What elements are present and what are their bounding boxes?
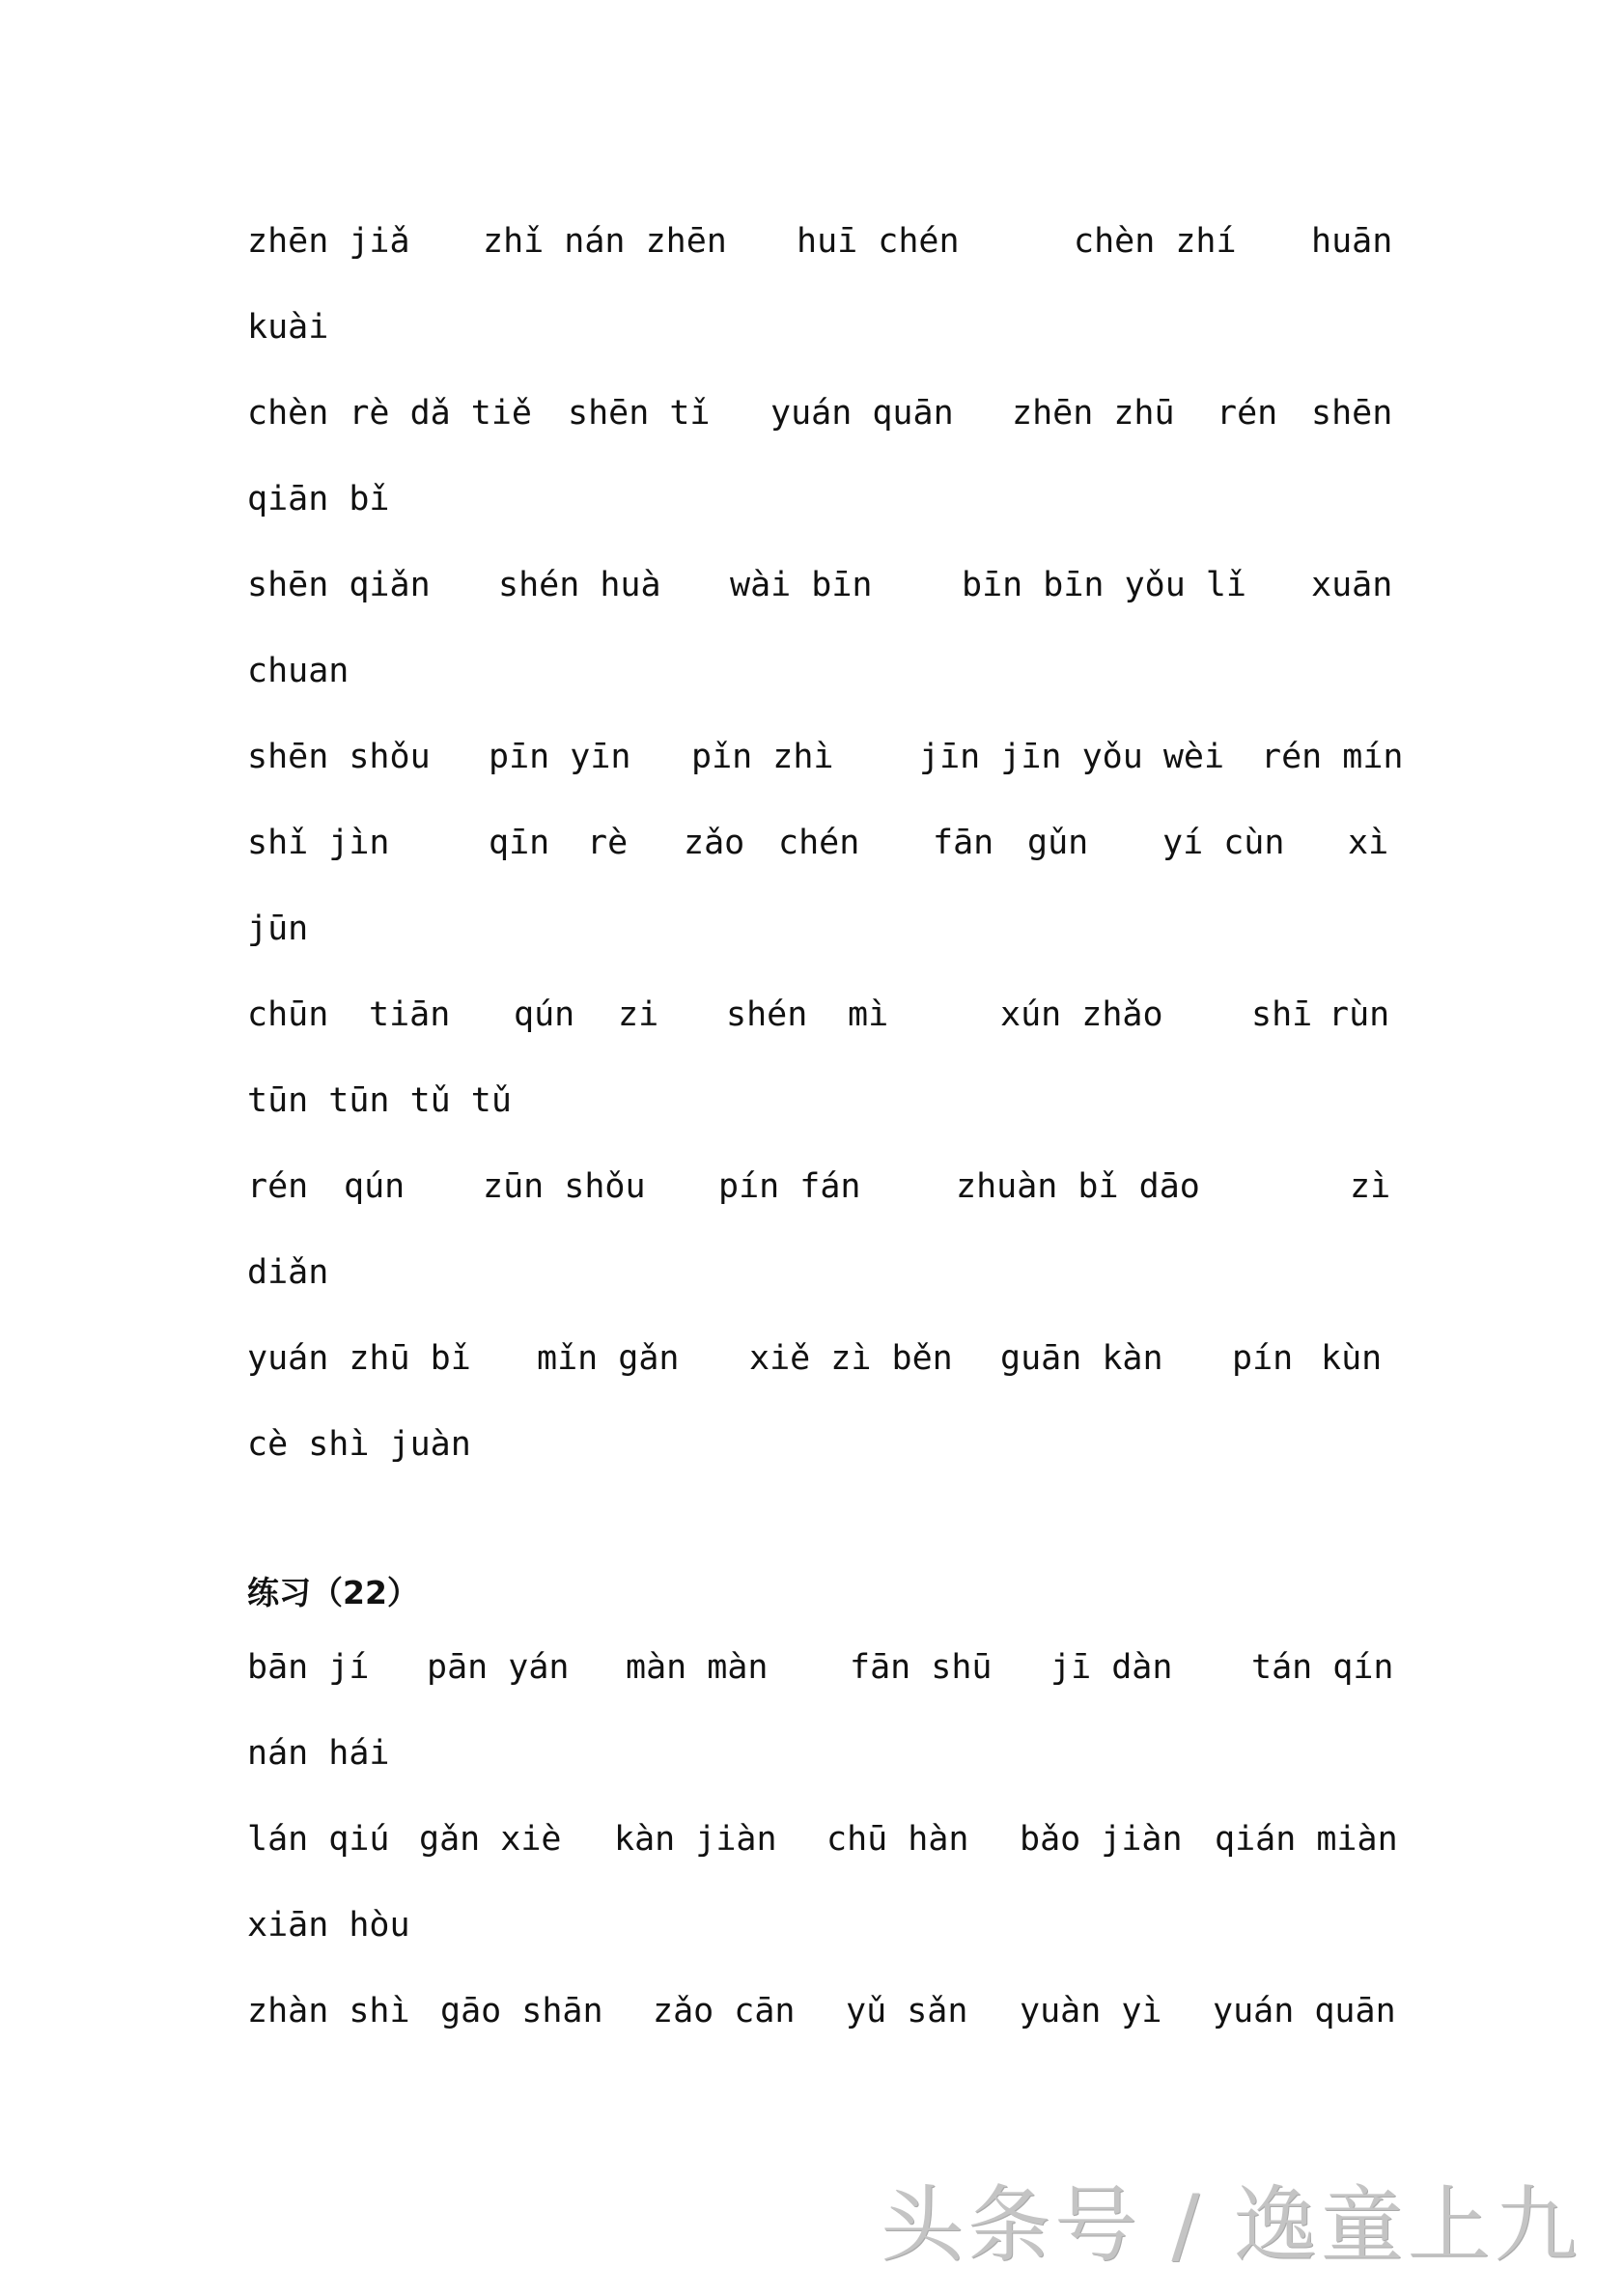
pinyin-word: shén — [726, 995, 808, 1034]
pinyin-row — [247, 986, 1390, 1044]
pinyin-word: qún — [514, 995, 575, 1034]
pinyin-word: tiān — [369, 995, 451, 1034]
pinyin-row — [247, 212, 1393, 270]
pinyin-word: shēn — [1311, 394, 1393, 433]
pinyin-word: màn màn — [626, 1648, 769, 1687]
pinyin-word: qián miàn — [1215, 1820, 1398, 1859]
pinyin-word: bīn bīn yǒu lǐ — [962, 566, 1247, 604]
pinyin-word: huān — [1311, 222, 1393, 261]
pinyin-word: pīn yīn — [489, 738, 631, 776]
pinyin-word: rén — [247, 1167, 309, 1206]
pinyin-row — [247, 814, 1389, 872]
pinyin-row — [247, 470, 1386, 528]
pinyin-word: qiān bǐ — [247, 480, 390, 518]
pinyin-row — [247, 1810, 1398, 1868]
pinyin-word: shēn qiǎn — [247, 566, 431, 604]
pinyin-word: xiě zì běn — [749, 1339, 953, 1378]
pinyin-word: shī — [1251, 995, 1313, 1034]
pinyin-word: lán qiú — [247, 1820, 390, 1859]
pinyin-word: tūn tūn tǔ tǔ — [247, 1081, 512, 1120]
pinyin-row — [247, 1982, 1396, 2040]
exercise-title: 练习（22） — [247, 1574, 419, 1611]
pinyin-word: bān jí — [247, 1648, 370, 1687]
pinyin-row — [247, 900, 1386, 958]
pinyin-word: jūn — [247, 910, 309, 948]
pinyin-word: gāo shān — [440, 1992, 603, 2030]
pinyin-word: yuán zhū bǐ — [247, 1339, 471, 1378]
pinyin-word: mì — [848, 995, 889, 1034]
pinyin-word: shēn shǒu — [247, 738, 431, 776]
pinyin-word: chèn rè dǎ tiě — [247, 394, 533, 433]
pinyin-word: pǐn zhì — [691, 738, 834, 776]
pinyin-word: zhǐ nán zhēn — [483, 222, 727, 261]
pinyin-word: kàn jiàn — [614, 1820, 777, 1859]
pinyin-row — [247, 642, 1386, 700]
pinyin-word: zūn shǒu — [483, 1167, 646, 1206]
pinyin-word: jī dàn — [1050, 1648, 1173, 1687]
pinyin-word: yuán quān — [1213, 1992, 1396, 2030]
pinyin-word: wài bīn — [730, 566, 873, 604]
pinyin-word: zhàn shì — [247, 1992, 410, 2030]
pinyin-word: zhēn zhū — [1012, 394, 1175, 433]
pinyin-word: guān kàn — [1000, 1339, 1163, 1378]
pinyin-word: pín fán — [718, 1167, 861, 1206]
pinyin-word: qīn — [489, 824, 550, 862]
pinyin-word: yí cùn — [1162, 824, 1285, 862]
pinyin-word: mǐn gǎn — [537, 1339, 680, 1378]
pinyin-word: bǎo jiàn — [1020, 1820, 1183, 1859]
pinyin-row — [247, 1244, 1386, 1302]
pinyin-row — [247, 298, 1386, 356]
pinyin-row — [247, 728, 1404, 786]
pinyin-word: pān yán — [427, 1648, 570, 1687]
pinyin-word: chū hàn — [826, 1820, 969, 1859]
pinyin-word: zi — [618, 995, 659, 1034]
pinyin-word: xiān hòu — [247, 1906, 410, 1945]
pinyin-word: jīn jīn yǒu wèi — [919, 738, 1225, 776]
pinyin-word: tán qín — [1251, 1648, 1394, 1687]
pinyin-word: chuan — [247, 652, 350, 690]
pinyin-word: shǐ jìn — [247, 824, 390, 862]
pinyin-row — [247, 1158, 1391, 1216]
pinyin-word: cè shì juàn — [247, 1425, 471, 1464]
watermark: 头条号 / 逸童上九 — [881, 2177, 1581, 2274]
pinyin-word: zhēn jiǎ — [247, 222, 410, 261]
pinyin-word: chèn zhí — [1074, 222, 1237, 261]
pinyin-word: rè — [587, 824, 629, 862]
pinyin-word: qún — [344, 1167, 406, 1206]
pinyin-word: fān — [933, 824, 994, 862]
pinyin-row — [247, 384, 1393, 442]
pinyin-word: shén huà — [498, 566, 661, 604]
pinyin-word: zhuàn bǐ dāo — [956, 1167, 1200, 1206]
pinyin-word: chūn — [247, 995, 329, 1034]
pinyin-word: gǎn xiè — [419, 1820, 562, 1859]
pinyin-word: kuài — [247, 308, 329, 347]
pinyin-word: gǔn — [1027, 824, 1089, 862]
pinyin-row — [247, 1415, 1386, 1473]
pinyin-row — [247, 1072, 1386, 1130]
pinyin-word: yuán quān — [770, 394, 954, 433]
pinyin-row — [247, 1330, 1386, 1387]
pinyin-word: xún zhǎo — [1000, 995, 1163, 1034]
pinyin-word: kùn — [1321, 1339, 1383, 1378]
pinyin-word: yǔ sǎn — [846, 1992, 968, 2030]
pinyin-word: huī chén — [797, 222, 960, 261]
pinyin-word: rùn — [1329, 995, 1390, 1034]
pinyin-row — [247, 1638, 1394, 1696]
pinyin-word: yuàn yì — [1020, 1992, 1162, 2030]
pinyin-row — [247, 1896, 1386, 1954]
pinyin-word: shēn tǐ — [568, 394, 711, 433]
pinyin-word: chén — [778, 824, 860, 862]
pinyin-word: rén mín — [1261, 738, 1404, 776]
pinyin-word: zǎo cān — [653, 1992, 796, 2030]
pinyin-word: nán hái — [247, 1734, 390, 1773]
pinyin-word: xì — [1348, 824, 1389, 862]
pinyin-word: fān shū — [850, 1648, 993, 1687]
pinyin-row — [247, 1724, 1386, 1782]
pinyin-word: xuān — [1311, 566, 1393, 604]
pinyin-word: diǎn — [247, 1253, 329, 1292]
pinyin-word: zǎo — [684, 824, 745, 862]
pinyin-word: zì — [1350, 1167, 1391, 1206]
pinyin-row — [247, 556, 1393, 614]
pinyin-word: pín — [1232, 1339, 1294, 1378]
pinyin-word: rén — [1217, 394, 1278, 433]
